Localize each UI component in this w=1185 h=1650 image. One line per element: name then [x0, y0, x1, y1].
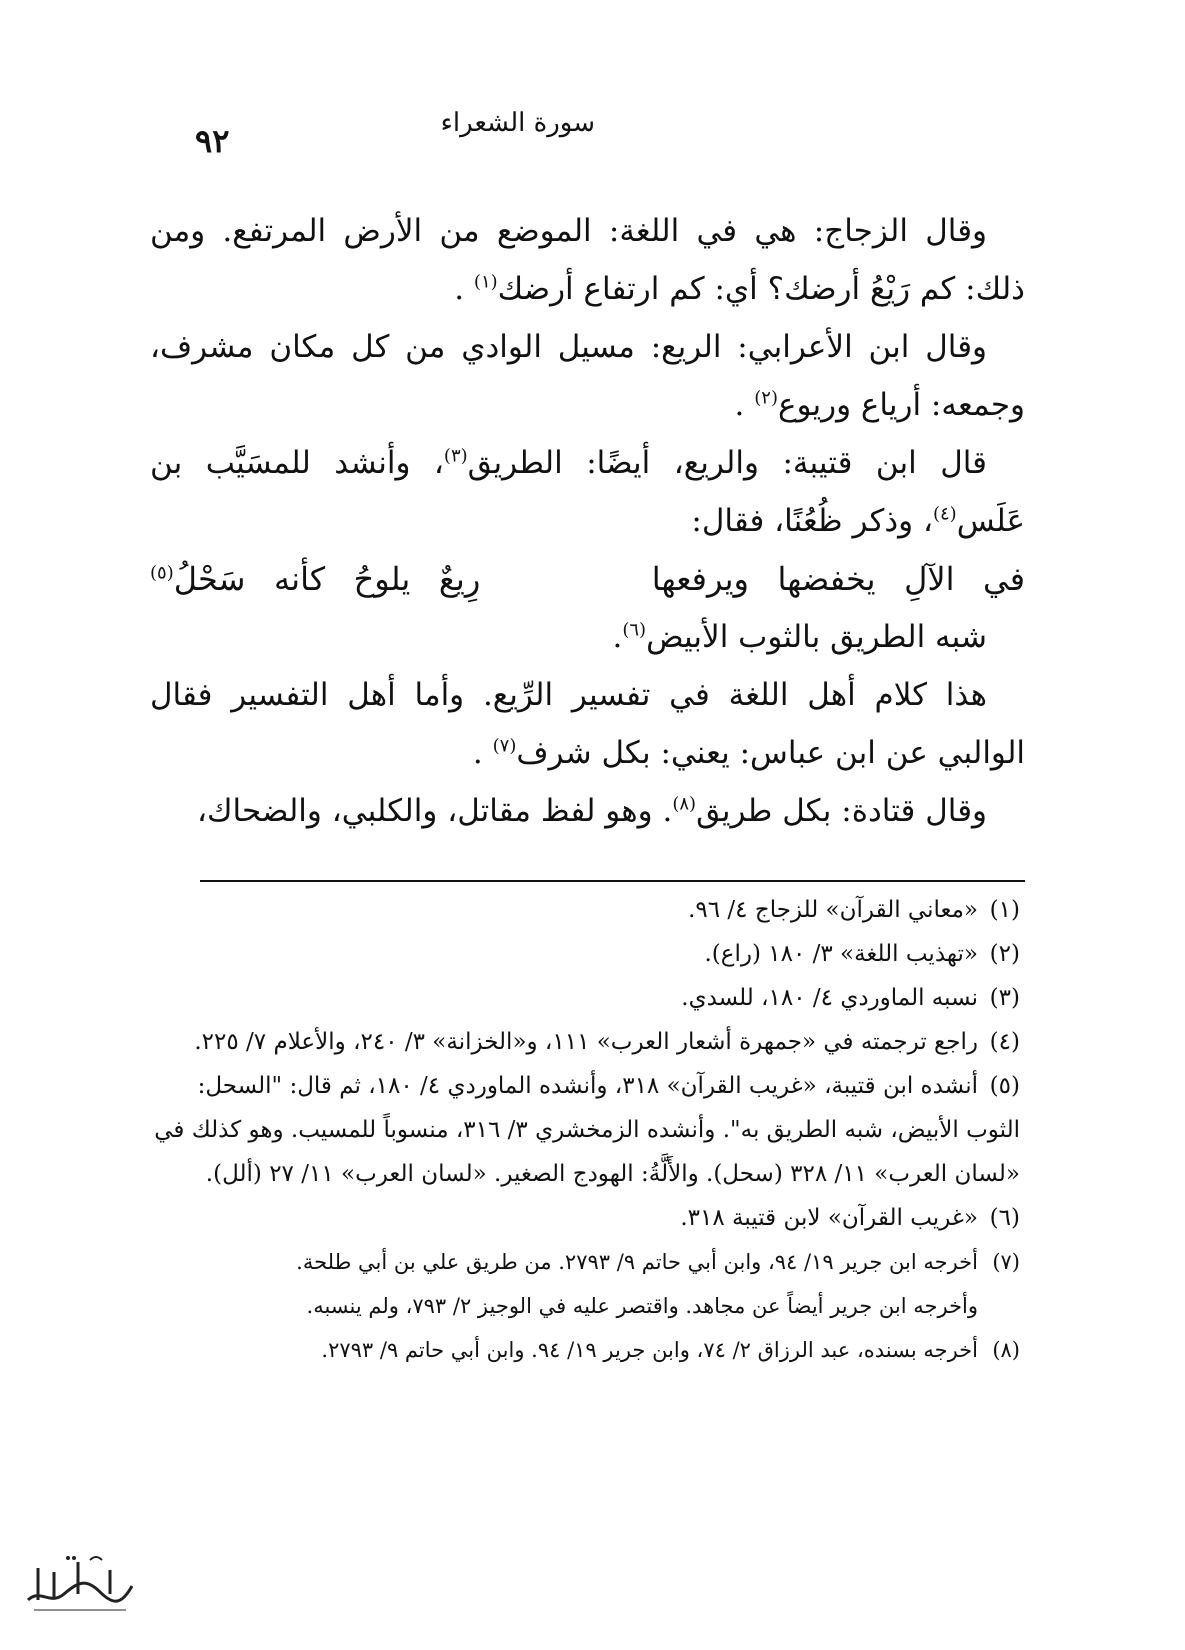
paragraph-zajjaj: وقال الزجاج: هي في اللغة: الموضع من الأرض المرتفع. ومن ذلك: كم رَيْعُ أرضك؟ أي: كم ارتفاع أرضك$^{(١)}$ . [150, 213, 1025, 307]
main-text [150, 202, 1025, 840]
footnote-6: (٦)«غريب القرآن» لابن قتيبة ٣١٨. [680, 1205, 1020, 1231]
footnote-1: (١)«معاني القرآن» للزجاج ٤/ ٩٦. [688, 897, 1020, 923]
publisher-logo-icon [20, 1548, 140, 1618]
footnote-ref-2[interactable]: (٢) [754, 387, 778, 409]
verse-second-hemistich: رِيعٌ يلوحُ كأنه سَحْلُ [173, 560, 481, 598]
verse-first-hemistich: في الآلِ يخفضها ويرفعها [651, 560, 1026, 598]
poetry-verse [150, 550, 1025, 608]
footnote-7: (٧)أخرجه ابن جرير ١٩/ ٩٤، وابن أبي حاتم ٩/ ٢٧٩٣. من طريق علي بن أبي طلحة. [296, 1250, 1020, 1274]
paragraph-tafsir: هذا كلام أهل اللغة في تفسير الرِّيع. وأما أهل التفسير فقال الوالبي عن ابن عباس: يعني: بكل شرف$^{(٧)}$ . [150, 677, 1025, 771]
footnote-ref-3[interactable]: (٣) [443, 445, 468, 467]
footnote-divider [200, 880, 1025, 882]
page-number: ٩٢ [195, 122, 230, 160]
footnote-8: (٨)أخرجه بسنده، عبد الرزاق ٢/ ٧٤، وابن جرير ١٩/ ٩٤. وابن أبي حاتم ٩/ ٢٧٩٣. [321, 1338, 1020, 1362]
footnote-ref-6[interactable]: (٦) [622, 619, 647, 641]
footnote-ref-5[interactable]: (٥) [150, 562, 174, 584]
paragraph-ibn-qutaybah: قال ابن قتيبة: والريع، أيضًا: الطريق$^{(٣)}$، وأنشد للمسَيَّب بن عَلَس$^{(٤)}$، وذكر ظُعُنًا، فقال: [150, 445, 1025, 539]
footnote-ref-1[interactable]: (١) [473, 271, 498, 293]
paragraph-verse-comment: شبه الطريق بالثوب الأبيض$^{(٦)}$. [612, 619, 987, 655]
footnote-4: (٤)راجع ترجمته في «جمهرة أشعار العرب» ١١١، و«الخزانة» ٣/ ٢٤٠، والأعلام ٧/ ٢٢٥. [194, 1029, 1020, 1055]
page-header [195, 108, 1025, 168]
footnote-7-continued: وأخرجه ابن جرير أيضاً عن مجاهد. واقتصر عليه في الوجيز ٢/ ٧٩٣، ولم ينسبه. [306, 1294, 978, 1318]
footnote-2: (٢)«تهذيب اللغة» ٣/ ١٨٠ (راع). [704, 941, 1020, 967]
footnote-ref-7[interactable]: (٧) [492, 735, 517, 757]
paragraph-ibn-arabi: وقال ابن الأعرابي: الريع: مسيل الوادي من كل مكان مشرف، وجمعه: أرياع وريوع$^{(٢)}$ . [150, 329, 1025, 423]
footnote-ref-4[interactable]: (٤) [932, 503, 957, 525]
paragraph-qatadah: وقال قتادة: بكل طريق$^{(٨)}$. وهو لفظ مقاتل، والكلبي، والضحاك، [196, 793, 987, 829]
footnote-5: (٥)أنشده ابن قتيبة، «غريب القرآن» ٣١٨، وأنشده الماوردي ٤/ ١٨٠، ثم قال: "السحل: الثوب الأبيض، شبه الطريق به". وأنشده الزمخشري ٣/ ٣١٦، منسوباً للمسيب. وهو كذلك في «لسان العرب» ١١/ ٣٢٨ (سحل). والأَلَّةُ: الهودج الصغير. «لسان العرب» ١١/ ٢٧ (ألل). [154, 1073, 1020, 1187]
footnote-ref-8[interactable]: (٨) [672, 793, 697, 815]
footnotes [150, 888, 1020, 1372]
surah-title: سورة الشعراء [440, 108, 595, 138]
footnote-3: (٣)نسبه الماوردي ٤/ ١٨٠، للسدي. [681, 985, 1020, 1011]
